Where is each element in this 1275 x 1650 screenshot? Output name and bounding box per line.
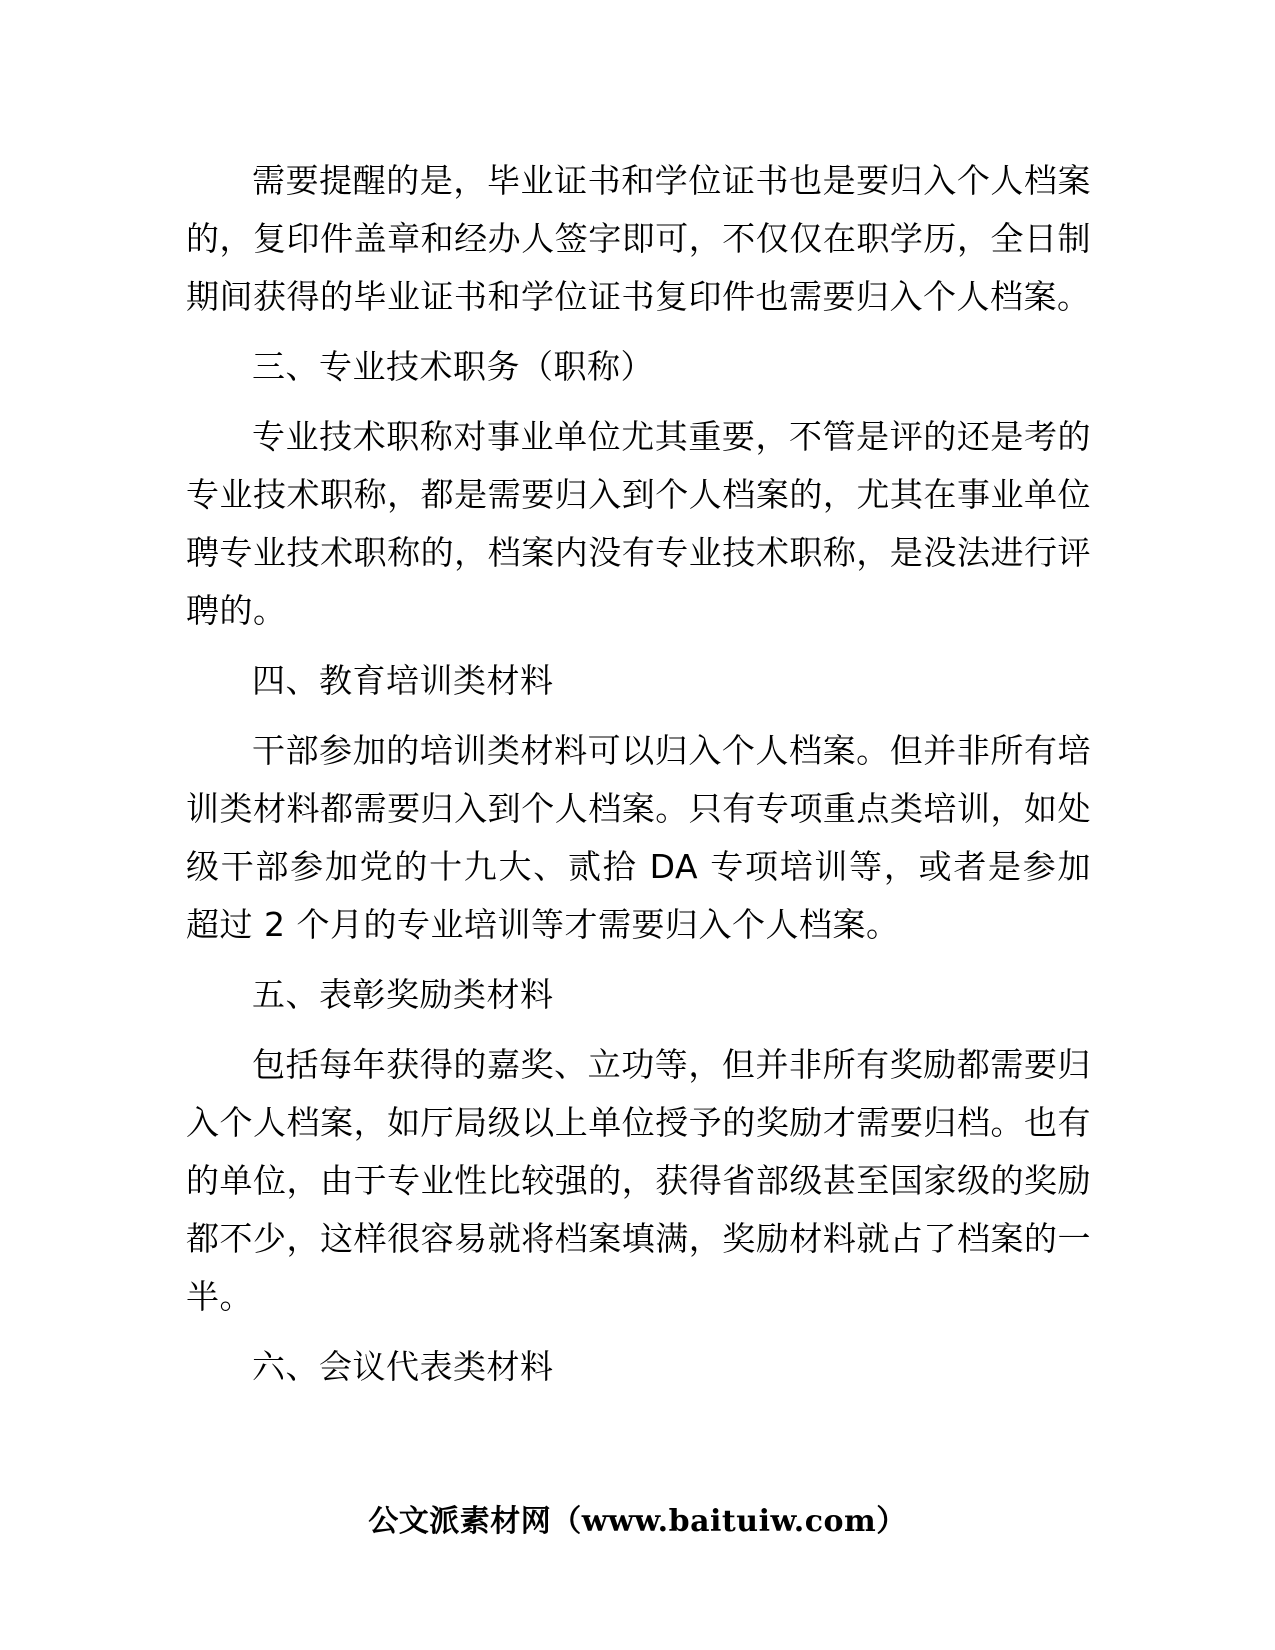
paragraph-diploma-reminder: 需要提醒的是，毕业证书和学位证书也是要归入个人档案的，复印件盖章和经办人签字即可，不仅仅在职学历，全日制期间获得的毕业证书和学位证书复印件也需要归入个人档案。: [186, 161, 1091, 316]
section-heading-professional-title: 三、专业技术职务（职称）: [252, 347, 654, 386]
section-heading-training-materials: 四、教育培训类材料: [252, 661, 554, 700]
paragraph-training-materials: 干部参加的培训类材料可以归入个人档案。但并非所有培训类材料都需要归入到个人档案。只有专项重点类培训，如处级干部参加党的十九大、贰拾 DA 专项培训等，或者是参加超过 2 个月的专业培训等才需要归入个人档案。: [186, 731, 1091, 944]
paragraph-award-materials: 包括每年获得的嘉奖、立功等，但并非所有奖励都需要归入个人档案，如厅局级以上单位授予的奖励才需要归档。也有的单位，由于专业性比较强的，获得省部级甚至国家级的奖励都不少，这样很容易就将档案填满，奖励材料就占了档案的一半。: [186, 1045, 1091, 1316]
page-footer-source: 公文派素材网（www.baituiw.com）: [368, 1504, 907, 1539]
section-heading-meeting-representative-materials: 六、会议代表类材料: [252, 1347, 554, 1386]
section-heading-award-materials: 五、表彰奖励类材料: [252, 975, 554, 1014]
paragraph-professional-title: 专业技术职称对事业单位尤其重要，不管是评的还是考的专业技术职称，都是需要归入到个人档案的，尤其在事业单位聘专业技术职称的，档案内没有专业技术职称，是没法进行评聘的。: [186, 417, 1091, 630]
document-body: [186, 152, 1091, 1396]
